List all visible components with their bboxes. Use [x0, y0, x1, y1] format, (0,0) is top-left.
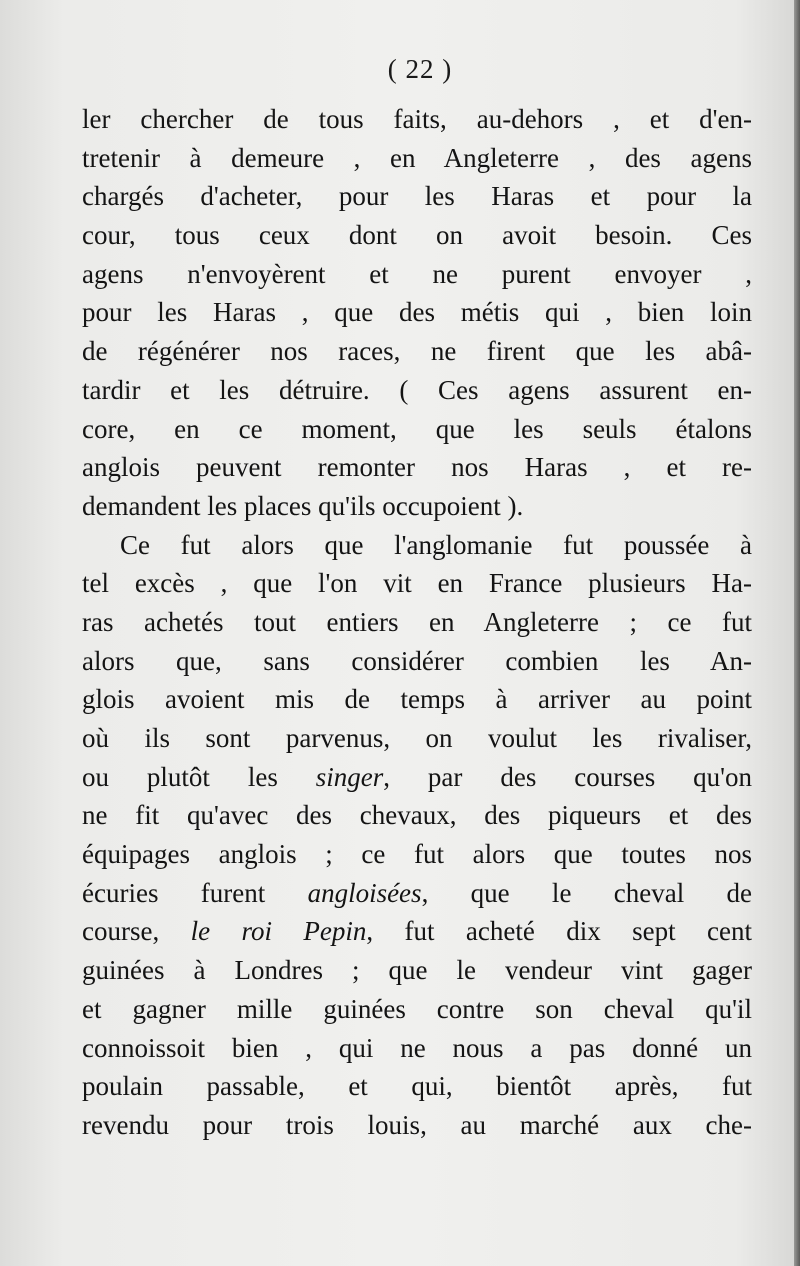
- text-segment: Ce fut alors que l'anglomanie fut poussée à: [120, 529, 752, 560]
- text-line: [82, 1029, 752, 1068]
- text-segment: ler chercher de tous faits, au-dehors , et d'en-: [82, 104, 752, 134]
- text-line: [82, 1106, 752, 1145]
- text-segment: écuries furent: [82, 877, 308, 908]
- text-segment: tretenir à demeure , en Angleterre , des agens: [82, 142, 752, 173]
- text-line: [82, 912, 752, 951]
- text-segment: équipages anglois ; ce fut alors que toutes nos: [82, 839, 752, 870]
- text-line: [82, 835, 752, 874]
- text-line: [82, 564, 752, 603]
- italic-text: angloisées: [307, 877, 422, 908]
- text-segment: anglois peuvent remonter nos Haras , et re-: [82, 452, 752, 483]
- text-segment: pour les Haras , que des métis qui , bien loin: [82, 297, 752, 328]
- page-number: ( 22 ): [387, 54, 453, 84]
- text-line: [82, 680, 752, 719]
- text-line: [82, 642, 752, 681]
- text-segment: ne fit qu'avec des chevaux, des piqueurs et des: [82, 800, 752, 831]
- text-segment: glois avoient mis de temps à arriver au point: [82, 684, 752, 715]
- text-segment: tel excès , que l'on vit en France plusieurs Ha-: [82, 568, 752, 599]
- text-line: [82, 758, 752, 797]
- text-segment: cour, tous ceux dont on avoit besoin. Ces: [82, 220, 752, 251]
- text-segment: , fut acheté dix sept cent: [366, 916, 752, 947]
- text-segment: connoissoit bien , qui ne nous a pas donné un: [82, 1032, 752, 1063]
- text-segment: , que le cheval de: [421, 877, 752, 908]
- text-segment: , par des courses qu'on: [383, 761, 752, 792]
- text-segment: core, en ce moment, que les seuls étalons: [82, 413, 752, 444]
- text-segment: de régénérer nos races, ne firent que les abâ-: [82, 336, 752, 367]
- text-line: [82, 951, 752, 990]
- text-line: [82, 293, 752, 332]
- text-segment: et gagner mille guinées contre son cheval qu'il: [82, 993, 752, 1024]
- text-segment: alors que, sans considérer combien les An-: [82, 645, 752, 676]
- text-segment: course,: [82, 916, 191, 947]
- text-line: [82, 371, 752, 410]
- text-line: [82, 332, 752, 371]
- text-segment: ras achetés tout entiers en Angleterre ; ce fut: [82, 606, 752, 637]
- text-line: [82, 100, 752, 139]
- text-line: [82, 410, 752, 449]
- text-line: [82, 990, 752, 1029]
- text-line: [82, 255, 752, 294]
- italic-text: singer: [315, 761, 384, 792]
- text-segment: demandent les places qu'ils occupoient ).: [82, 490, 524, 521]
- text-segment: où ils sont parvenus, on voulut les rivaliser,: [82, 723, 752, 753]
- text-line: [82, 874, 752, 913]
- text-line: [82, 177, 752, 216]
- text-line: [82, 1067, 752, 1106]
- text-segment: poulain passable, et qui, bientôt après, fut: [82, 1071, 752, 1102]
- text-segment: ou plutôt les: [82, 761, 316, 792]
- text-segment: chargés d'acheter, pour les Haras et pour la: [82, 181, 752, 212]
- text-line: [82, 448, 752, 487]
- text-segment: tardir et les détruire. ( Ces agens assurent en-: [82, 374, 752, 405]
- text-segment: agens n'envoyèrent et ne purent envoyer ,: [82, 258, 752, 289]
- text-line: [82, 487, 752, 526]
- text-segment: revendu pour trois louis, au marché aux che-: [82, 1109, 752, 1140]
- body-text: [82, 100, 752, 1145]
- text-line: [82, 796, 752, 835]
- text-line: [82, 719, 752, 758]
- italic-text: le roi Pepin: [190, 916, 367, 947]
- text-line: [82, 216, 752, 255]
- text-line: [82, 603, 752, 642]
- text-line: [82, 526, 752, 565]
- text-line: [82, 139, 752, 178]
- text-segment: guinées à Londres ; que le vendeur vint gager: [82, 955, 752, 986]
